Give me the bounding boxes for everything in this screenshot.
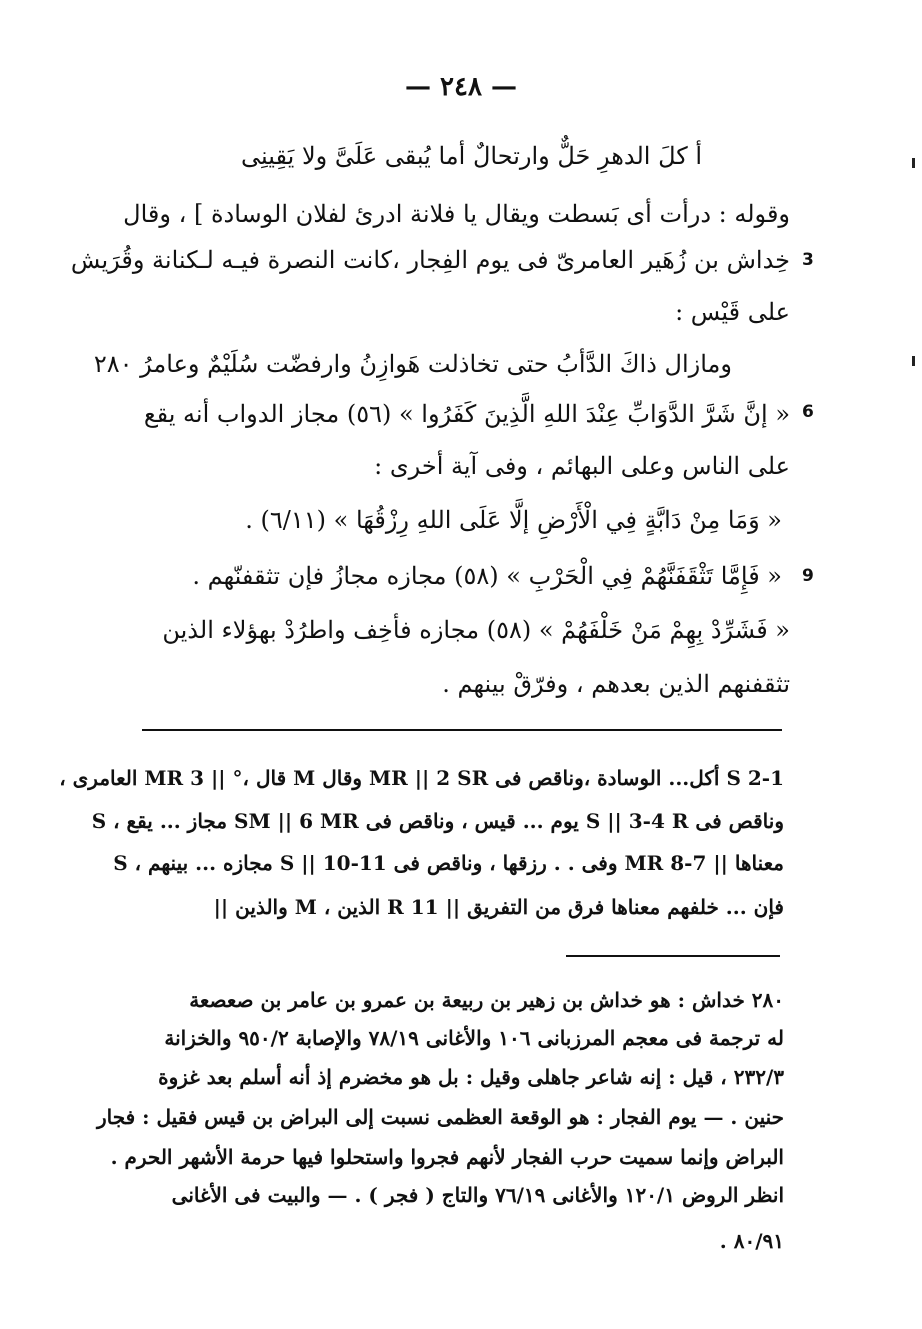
verse-line: ومازال ذاكَ الدَّأبُ حتى تخاذلت هَوازِنُ وارفضّت سُلَيْمٌ وعامرُ ٢٨٠: [93, 350, 732, 378]
quran-line: « فَإِمَّا تَثْقَفَنَّهُمْ فِي الْحَرْبِ » (٥٨) مجازه مجازُ فإن تثقفنّهم .: [192, 562, 782, 590]
text-line: تثقفنهم الذين بعدهم ، وفرّقْ بينهم .: [442, 670, 790, 698]
text-line: على الناس وعلى البهائم ، وفى آية أخرى :: [374, 452, 790, 480]
scan-edge-mark: [912, 356, 915, 366]
apparatus-line: 2-1 S أكل... الوسادة ،وناقص فى MR || 2 SR وقال M قال ،° || 3 MR العامرى ،: [59, 766, 784, 790]
footnote-line: ٢٨٠ خداش : هو خداش بن زهير بن ربيعة بن عمرو بن عامر بن صعصعة: [189, 988, 784, 1012]
footnote-line: ٢٣٢/٣ ، قيل : إنه شاعر جاهلى وقيل : بل هو مخضرم إذ أنه أسلم بعد غزوة: [158, 1065, 784, 1089]
text-line: على قَيْس :: [675, 298, 790, 326]
footnote-line: حنين . — يوم الفجار : هو الوقعة العظمى نسبت إلى البراض بن قيس فقيل : فجار: [96, 1105, 784, 1129]
footnote-line: له ترجمة فى معجم المرزبانى ١٠٦ والأغانى ٧٨/١٩ والإصابة ٩٥٠/٢ والخزانة: [164, 1026, 784, 1050]
verse-line: أ كلَ الدهرِ حَلٌّ وارتحالٌ أما يُبقى عَلَىَّ ولا يَقِينِى: [241, 142, 702, 170]
footnote-line: البراض وإنما سميت حرب الفجار لأنهم فجروا واستحلوا فيها حرمة الأشهر الحرم .: [110, 1145, 784, 1169]
apparatus-line: فإن ... خلفهم معناها فرق من التفريق || 11 R الذين ، M والذين ||: [213, 895, 784, 919]
quran-line: « وَمَا مِنْ دَابَّةٍ فِي الْأَرْضِ إلَّا عَلَى اللهِ رِزْقُهَا » (٦/١١) .: [245, 506, 782, 534]
text-line: « فَشَرِّدْ بِهِمْ مَنْ خَلْفَهُمْ » (٥٨) مجازه فأخِف واطرُدْ بهؤلاء الذين: [162, 616, 790, 644]
apparatus-line: وناقص فى S || 3-4 R يوم ... قيس ، وناقص فى SM || 6 MR مجاز ... يقع ، S: [91, 809, 784, 833]
page-number: — ٢٤٨ —: [404, 72, 518, 102]
footnote-line: انظر الروض ١٢٠/١ والأغانى ٧٦/١٩ والتاج ( فجر ) . — والبيت فى الأغانى: [171, 1183, 784, 1207]
text-line: « إنَّ شَرَّ الدَّوَابِّ عِنْدَ اللهِ الَّذِينَ كَفَرُوا » (٥٦) مجاز الدواب أنه يقع: [143, 400, 790, 428]
text-line: وقوله : درأت أى بَسطت ويقال يا فلانة ادرئ لفلان الوسادة ] ، وقال: [123, 200, 790, 228]
line-number: 6: [802, 402, 814, 422]
line-number: 3: [802, 250, 814, 270]
apparatus-divider: [142, 729, 782, 731]
text-line: خِداش بن زُهَير العامرىّ فى يوم الفِجار ،كانت النصرة فيـه لـكنانة وقُرَيش: [70, 246, 790, 274]
scan-edge-mark: [912, 158, 915, 168]
apparatus-line: معناها || 7-8 MR وفى . . رزقها ، وناقص فى S || 10-11 مجازه ... بينهم ، S: [113, 851, 784, 875]
line-number: 9: [802, 566, 814, 586]
footnote-line: ٨٠/٩١ .: [719, 1229, 784, 1253]
notes-divider: [566, 955, 780, 957]
